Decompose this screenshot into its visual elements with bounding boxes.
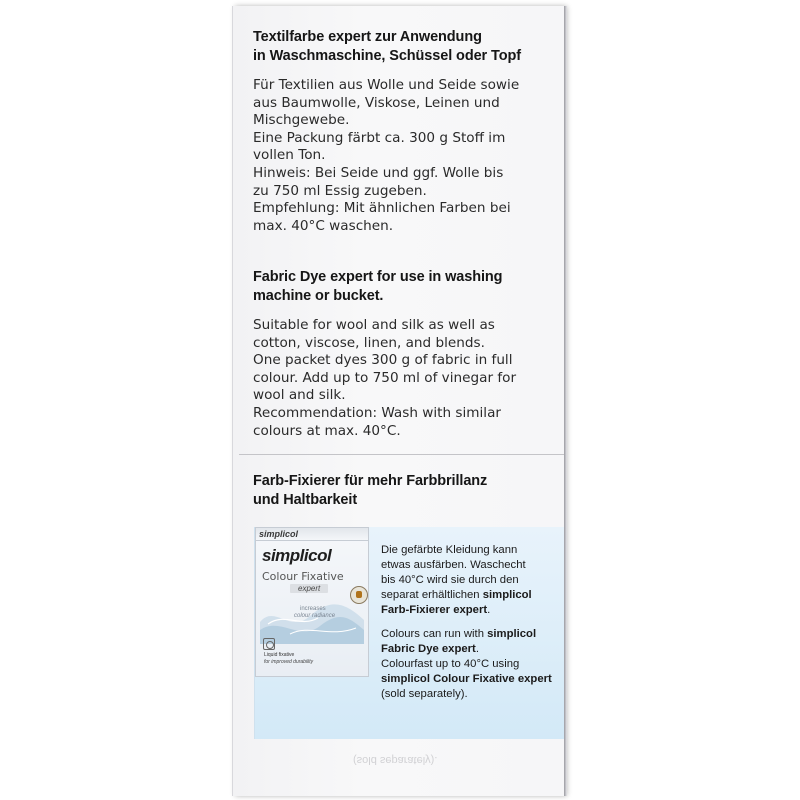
product-name: simplicol Colour Fixative expert — [381, 673, 552, 685]
fixative-heading-line: und Haltbarkeit — [253, 492, 358, 508]
english-body-line: colour. Add up to 750 ml of vinegar for — [253, 369, 517, 386]
german-body-line: Eine Packung färbt ca. 300 g Stoff im — [253, 129, 506, 146]
german-heading-line: Textilfarbe expert zur Anwendung — [253, 29, 482, 45]
fixative-en-line: Colourfast up to 40°C using — [381, 658, 520, 670]
washing-machine-icon — [263, 638, 275, 650]
package-small-text-1: Liquid fixative — [264, 652, 295, 658]
package-small-text-2: for improved durability — [264, 659, 314, 665]
fixative-info-text — [381, 543, 552, 711]
english-body-line: wool and silk. — [253, 387, 346, 404]
package-variant: expert — [290, 584, 328, 593]
german-body-line: aus Baumwolle, Viskose, Leinen und — [253, 94, 500, 111]
german-body-line: Für Textilien aus Wolle und Seide sowie — [253, 77, 520, 93]
fixative-de-line — [381, 603, 552, 618]
mirrored-reflection-text: (sold separately). — [353, 754, 438, 766]
german-body-line: vollen Ton. — [253, 147, 326, 164]
fixative-de-text: separat erhältlichen — [381, 589, 483, 601]
fixative-german-paragraph — [381, 543, 552, 618]
german-heading-line: in Waschmaschine, Schüssel oder Topf — [253, 48, 521, 64]
package-top-brand: simplicol — [255, 527, 369, 541]
fixative-de-line — [381, 588, 552, 603]
english-body — [253, 317, 516, 440]
package-brand: simplicol — [262, 546, 332, 565]
german-body-line: Mischgewebe. — [253, 112, 350, 129]
water-splash-icon — [260, 594, 364, 644]
fixative-english-paragraph — [381, 627, 552, 702]
fixative-en-text: Colours can run with — [381, 628, 488, 640]
english-body-line: colours at max. 40°C. — [253, 422, 401, 439]
fixative-de-line: bis 40°C wird sie durch den — [381, 574, 519, 586]
english-heading-line: machine or bucket. — [253, 288, 384, 304]
german-body — [253, 77, 519, 235]
fixative-en-line — [381, 672, 552, 687]
fixative-heading — [253, 472, 487, 510]
product-name: Farb-Fixierer expert — [381, 604, 488, 616]
english-body-line: Recommendation: Wash with similar — [253, 404, 502, 421]
german-body-line: zu 750 ml Essig zugeben. — [253, 182, 427, 199]
packaging-panel — [232, 6, 564, 796]
fixative-en-line: (sold separately). — [381, 688, 468, 700]
package-claim-2: colour radiance — [294, 613, 336, 619]
fixative-heading-line: Farb-Fixierer für mehr Farbbrillanz — [253, 473, 488, 489]
quality-seal-icon — [350, 586, 368, 604]
german-heading — [253, 28, 521, 66]
german-body-line: Hinweis: Bei Seide und ggf. Wolle bis — [253, 164, 504, 181]
english-body-line: Suitable for wool and silk as well as — [253, 317, 495, 333]
package-claim-1: increases — [300, 606, 326, 612]
english-body-line: One packet dyes 300 g of fabric in full — [253, 352, 513, 369]
fixative-en-line — [381, 642, 552, 657]
fixative-de-line: etwas ausfärben. Waschecht — [381, 559, 526, 571]
fixative-en-line — [381, 627, 552, 642]
product-name: Fabric Dye expert — [381, 643, 476, 655]
fixative-package-image — [255, 527, 369, 677]
punctuation: . — [487, 604, 491, 616]
english-body-line: cotton, viscose, linen, and blends. — [253, 334, 485, 351]
english-heading-line: Fabric Dye expert for use in washing — [253, 269, 503, 285]
german-body-line: max. 40°C waschen. — [253, 217, 394, 234]
brand-name: simplicol — [487, 628, 537, 640]
english-heading — [253, 268, 502, 306]
punctuation: . — [475, 643, 479, 655]
german-body-line: Empfehlung: Mit ähnlichen Farben bei — [253, 200, 511, 217]
section-divider — [239, 454, 564, 455]
brand-name: simplicol — [482, 589, 532, 601]
fixative-info-box — [254, 527, 565, 739]
fixative-de-line: Die gefärbte Kleidung kann — [381, 544, 518, 556]
package-product-name: Colour Fixative — [262, 570, 344, 583]
